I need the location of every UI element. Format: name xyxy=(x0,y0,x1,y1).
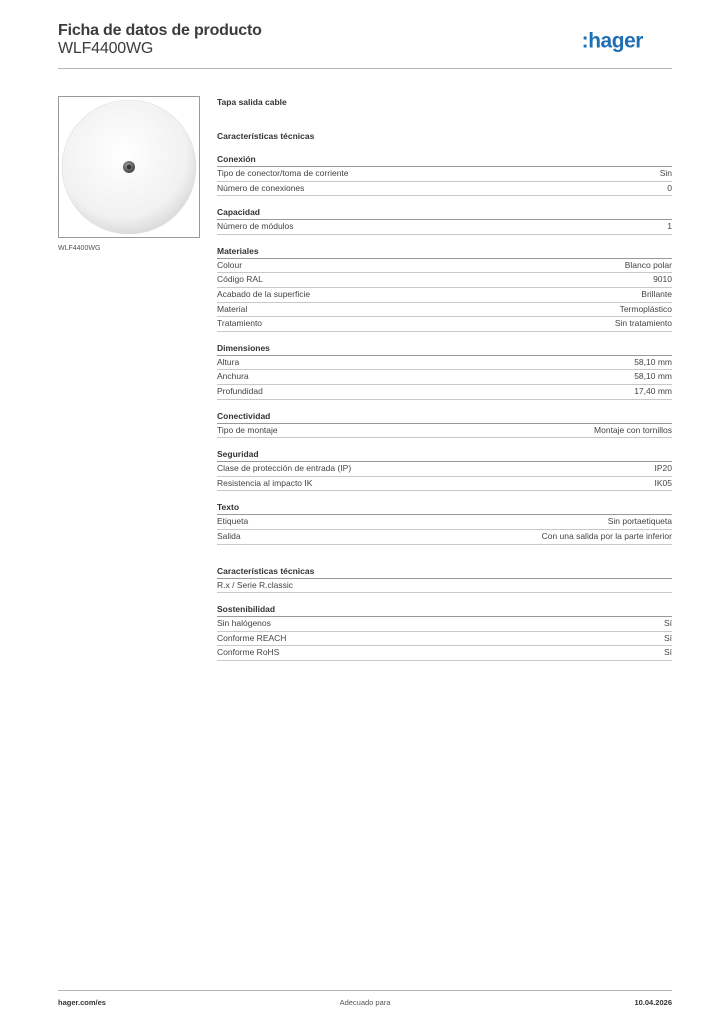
spec-label: Material xyxy=(217,303,248,314)
spec-value: Sí xyxy=(663,632,672,643)
spec-label: Acabado de la superficie xyxy=(217,288,311,299)
page-footer xyxy=(58,998,672,1010)
spec-row xyxy=(217,303,672,318)
spec-group xyxy=(217,501,672,544)
section-heading: Conectividad xyxy=(217,410,672,424)
spec-label: Salida xyxy=(217,530,241,541)
spec-row xyxy=(217,259,672,274)
spec-label: Conforme REACH xyxy=(217,632,287,643)
spec-row xyxy=(217,477,672,492)
footer-center-text: Adecuado para xyxy=(339,998,391,1007)
spec-value: Brillante xyxy=(641,288,672,299)
section-heading: Sostenibilidad xyxy=(217,603,672,617)
spec-row xyxy=(217,385,672,400)
product-name: Tapa salida cable xyxy=(217,97,287,107)
spec-row xyxy=(217,370,672,385)
spec-value: IP20 xyxy=(654,463,672,474)
spec-label: Resistencia al impacto IK xyxy=(217,477,313,488)
spec-label: Tipo de conector/toma de corriente xyxy=(217,168,349,178)
spec-label: Etiqueta xyxy=(217,516,249,527)
spec-group xyxy=(217,153,672,196)
spec-label: Número de módulos xyxy=(217,221,294,232)
tech-section xyxy=(217,565,672,594)
product-image xyxy=(58,96,200,238)
section-heading: Conexión xyxy=(217,153,672,167)
hager-logo xyxy=(580,26,672,56)
spec-row xyxy=(217,424,672,439)
spec-label: Sin halógenos xyxy=(217,618,271,629)
section-heading: Características técnicas xyxy=(217,565,672,579)
spec-row xyxy=(217,632,672,647)
spec-value: 0 xyxy=(667,182,672,193)
spec-row xyxy=(217,462,672,477)
image-caption: WLF4400WG xyxy=(58,245,101,252)
spec-label: Colour xyxy=(217,259,243,270)
spec-label: Clase de protección de entrada (IP) xyxy=(217,463,352,474)
spec-group xyxy=(217,342,672,400)
spec-groups xyxy=(217,153,672,545)
spec-label: Anchura xyxy=(217,371,249,382)
spec-label: Número de conexiones xyxy=(217,182,305,193)
spec-label: Tipo de montaje xyxy=(217,424,278,435)
header-divider xyxy=(58,68,672,69)
spec-label: Altura xyxy=(217,356,240,367)
spec-row xyxy=(217,220,672,235)
spec-value: 9010 xyxy=(653,274,672,285)
spec-value: Con una salida por la parte inferior xyxy=(541,530,672,541)
spec-value: Sin tratamiento xyxy=(614,318,672,329)
spec-row xyxy=(217,646,672,661)
spec-label: Tratamiento xyxy=(217,318,263,329)
spec-value: Montaje con tornillos xyxy=(594,424,672,435)
section-heading: Dimensiones xyxy=(217,342,672,356)
spec-row xyxy=(217,530,672,545)
spec-row xyxy=(217,288,672,303)
spec-row xyxy=(217,356,672,371)
section-heading: Seguridad xyxy=(217,448,672,462)
spec-row xyxy=(217,317,672,332)
spec-group xyxy=(217,206,672,235)
spec-row xyxy=(217,167,672,182)
spec-row xyxy=(217,579,672,594)
spec-label: R.x / Serie R.classic xyxy=(217,579,294,590)
spec-value: Sí xyxy=(663,647,672,658)
sustainability-section xyxy=(217,603,672,661)
spec-value: 58,10 mm xyxy=(634,371,672,382)
spec-value: IK05 xyxy=(654,477,672,488)
spec-row xyxy=(217,617,672,632)
spec-section-title: Características técnicas xyxy=(217,131,315,141)
spec-group xyxy=(217,448,672,491)
section-heading: Capacidad xyxy=(217,206,672,220)
spec-value: 17,40 mm xyxy=(634,385,672,396)
spec-content xyxy=(217,95,672,671)
section-heading: Materiales xyxy=(217,245,672,259)
spec-value: Sí xyxy=(663,618,672,629)
cable-outlet-cover-image xyxy=(59,97,199,237)
spec-label: Profundidad xyxy=(217,385,263,396)
spec-row xyxy=(217,182,672,197)
spec-group xyxy=(217,245,672,332)
spec-value: Sin xyxy=(659,168,672,178)
product-code: WLF4400WG xyxy=(58,40,154,57)
footer-divider xyxy=(58,990,672,991)
page-title: Ficha de datos de producto xyxy=(58,22,262,39)
spec-label: Código RAL xyxy=(217,274,263,285)
spec-row xyxy=(217,515,672,530)
spec-value: Sin portaetiqueta xyxy=(607,516,672,527)
page-header xyxy=(58,20,672,70)
spec-label: Conforme RoHS xyxy=(217,647,280,658)
hager-logo-text: :hager xyxy=(581,29,644,53)
section-heading: Texto xyxy=(217,501,672,515)
spec-value: 58,10 mm xyxy=(634,356,672,367)
footer-website[interactable]: hager.com/es xyxy=(58,998,106,1007)
spec-value: Blanco polar xyxy=(624,259,672,270)
footer-date: 10.04.2026 xyxy=(634,998,672,1007)
spec-group xyxy=(217,410,672,439)
spec-value: 1 xyxy=(667,221,672,232)
spec-row xyxy=(217,273,672,288)
spec-value: Termoplástico xyxy=(619,303,672,314)
